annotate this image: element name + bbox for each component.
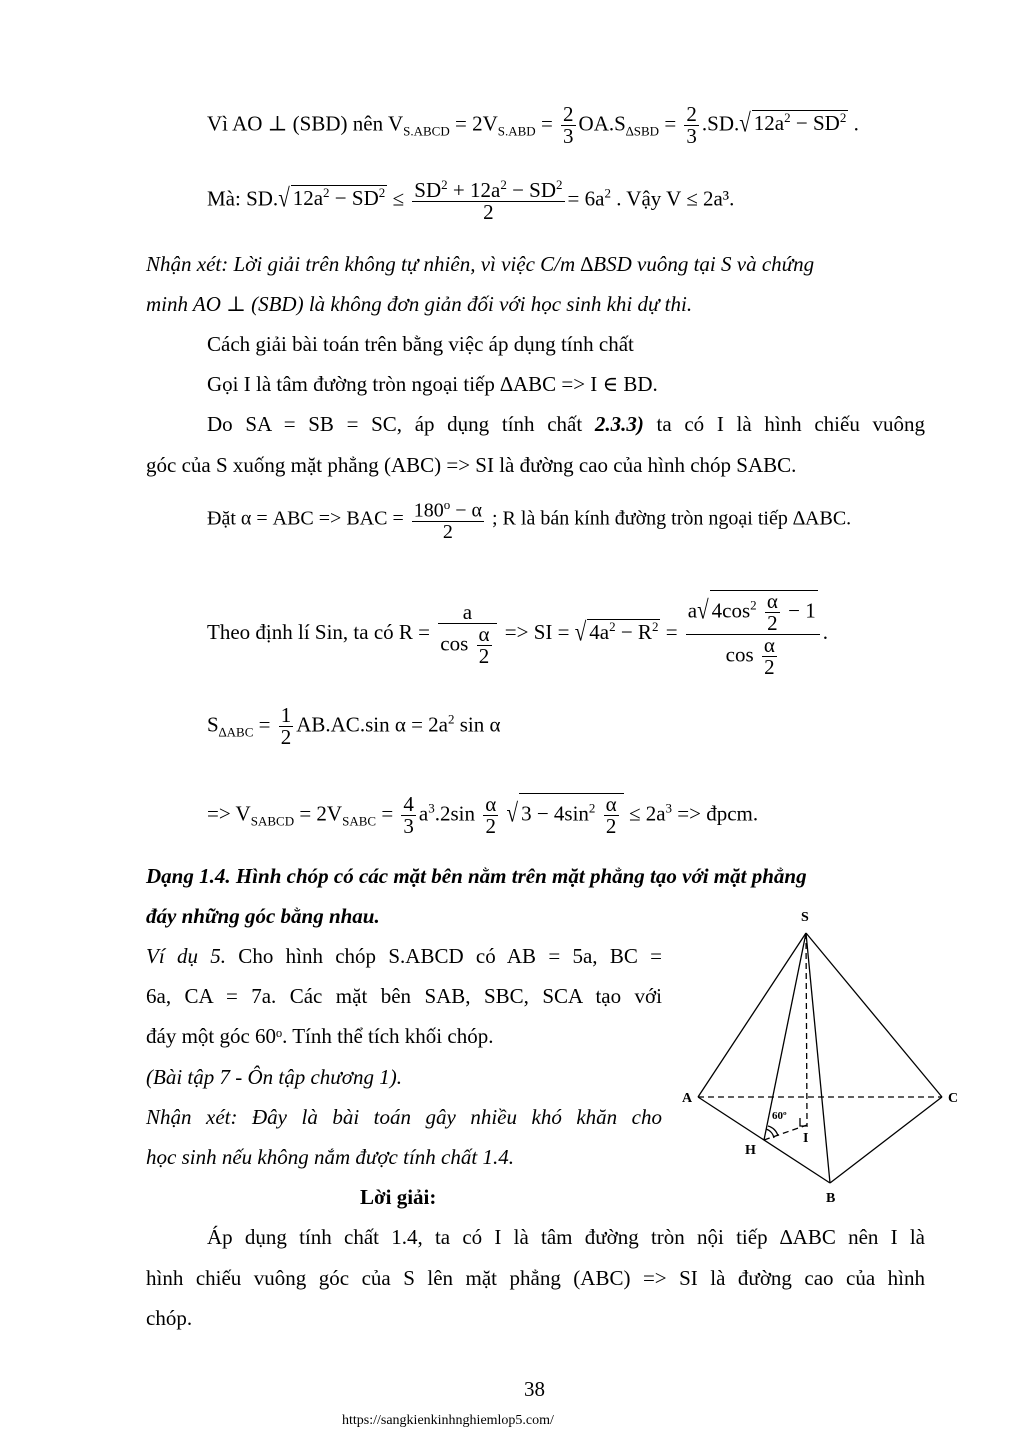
example-line: 6a, CA = 7a. Các mặt bên SAB, SBC, SCA tạo với <box>146 984 662 1008</box>
text: ta có I là hình chiếu vuông <box>643 412 925 436</box>
paragraph-line <box>207 414 925 435</box>
vertex-label-S: S <box>801 910 809 925</box>
formula-text: Vì AO ⊥ (SBD) nên <box>207 111 384 136</box>
formula-sine-rule: Theo định lí Sin, ta có R = a cos $\frac{\alpha}{2}$ => SI = √ $4a^2 - R^2$ = a√ $4\cos^2$ $\frac{\alpha}{2}$ − 1 cos $\frac{\alpha}{2}$ . <box>207 589 829 679</box>
fraction: a√ $4\cos^2$ $\frac{\alpha}{2}$ − 1 cos $\frac{\alpha}{2}$ <box>686 590 820 678</box>
fraction: $\frac{2}{3}$ <box>563 102 574 148</box>
paragraph-line: hình chiếu vuông góc của S lên mặt phẳng (ABC) => SI là đường cao của hình <box>146 1266 925 1290</box>
vertex-label-B: B <box>826 1191 836 1206</box>
formula-area: $S_{\Delta ABC}$ = $\frac{1}{2}$ AB.AC.sin $\alpha = 2a^2$ sin α <box>207 703 501 749</box>
page-number: 38 <box>524 1377 545 1401</box>
property-reference: 2.3.3) <box>594 412 644 436</box>
fraction: a cos $\frac{\alpha}{2}$ <box>438 602 496 667</box>
section-title: Dạng 1.4. Hình chóp có các mặt bên nằm trên mặt phẳng tạo với mặt phẳng <box>146 864 807 888</box>
vertex-label-H: H <box>745 1143 756 1158</box>
vertex-label-C: C <box>948 1091 959 1106</box>
angle-label: 60º <box>772 1110 787 1122</box>
edge-SC <box>806 933 942 1097</box>
fraction: $\frac{180^o - \alpha}{2}$ <box>413 497 482 543</box>
example-line <box>146 946 662 967</box>
paragraph-line: Áp dụng tính chất 1.4, ta có I là tâm đường tròn nội tiếp ∆ABC nên I là <box>207 1225 925 1249</box>
formula-text: => đpcm. <box>677 801 759 826</box>
formula-text: Mà: <box>207 186 241 211</box>
example-line: (Bài tập 7 - Ôn tập chương 1). <box>146 1065 402 1089</box>
solution-heading: Lời giải: <box>360 1185 437 1209</box>
example-label: Ví dụ 5. <box>146 944 227 968</box>
remark-line: học sinh nếu không nắm được tính chất 1.4. <box>146 1145 514 1169</box>
fraction: $\frac{1}{2}$ <box>280 703 292 749</box>
text: Do SA = SB = SC, áp dụng tính chất <box>207 412 583 436</box>
edge-SB <box>806 933 830 1183</box>
fraction: $\frac{4}{3}$ <box>403 792 414 838</box>
formula-volume-result: => $V_{SABCD} = 2V_{SABC}$ = $\frac{4}{3}$ $a^3.2\sin$ $\frac{\alpha}{2}$ √ $3 - 4\sin^2$ $\frac{\alpha}{2}$ ≤ $2a^3$ => đpcm. <box>207 792 759 838</box>
section-title: đáy những góc bằng nhau. <box>146 904 380 928</box>
fraction: $\frac{\alpha}{2}$ <box>485 792 497 838</box>
fraction: $\frac{SD^2 + 12a^2 - SD^2}{2}$ <box>414 177 563 224</box>
paragraph-line: Cách giải bài toán trên bằng việc áp dụng tính chất <box>207 332 634 356</box>
paragraph-line: góc của S xuống mặt phẳng (ABC) => SI là đường cao của hình chóp SABC. <box>146 453 797 477</box>
paragraph-line: chóp. <box>146 1306 193 1330</box>
remark-line: Nhận xét: Đây là bài toán gây nhiều khó khăn cho <box>146 1105 662 1129</box>
fraction: $\frac{2}{3}$ <box>686 102 697 148</box>
text: Cho hình chóp S.ABCD có AB = 5a, BC = <box>226 944 662 968</box>
remark-line: Nhận xét: Lời giải trên không tự nhiên, vì việc C/m ∆BSD vuông tại S và chứng <box>146 252 815 276</box>
height-SI <box>806 933 807 1125</box>
vertex-label-A: A <box>682 1091 693 1106</box>
formula-text: . <box>853 111 859 136</box>
formula-angle-definition: Đặt α = ABC => BAC = $\frac{180^o - \alpha}{2}$ ; R là bán kính đường tròn ngoại tiếp ∆ABC. <box>207 497 852 543</box>
paragraph-line: Gọi I là tâm đường tròn ngoại tiếp ∆ABC => I ∈ BD. <box>207 372 658 396</box>
footer-url[interactable]: https://sangkienkinhnghiemlop5.com/ <box>342 1413 554 1428</box>
example-line: đáy một góc 60ᵒ. Tính thể tích khối chóp. <box>146 1024 494 1048</box>
pyramid-figure <box>670 900 970 1210</box>
formula-inequality-line: Mà: SD.√ $12a^2 - SD^2$ ≤ $\frac{SD^2 + 12a^2 - SD^2}{2}$ = $6a^2$ . Vậy V ≤ 2a³. <box>207 177 735 224</box>
formula-text: Theo định lí Sin, ta có <box>207 619 394 644</box>
edge-BC <box>830 1097 942 1183</box>
formula-volume-line: Vì AO ⊥ (SBD) nên $V_{S.ABCD} = 2V_{S.ABD}$ = $\frac{2}{3}$ $OA.S_{\Delta SBD}$ = $\frac{2}{3}$ .SD.√ $12a^2 - SD^2$ . <box>207 102 859 148</box>
vertex-label-I: I <box>803 1131 809 1146</box>
angle-arc <box>766 1129 774 1138</box>
formula-text: . Vậy V ≤ 2a³. <box>616 186 735 211</box>
remark-line: minh AO ⊥ (SBD) là không đơn giản đối với học sinh khi dự thi. <box>146 292 693 316</box>
formula-text: Đặt <box>207 507 236 530</box>
formula-text: ; R là bán kính đường tròn ngoại tiếp ∆ABC. <box>492 507 852 530</box>
